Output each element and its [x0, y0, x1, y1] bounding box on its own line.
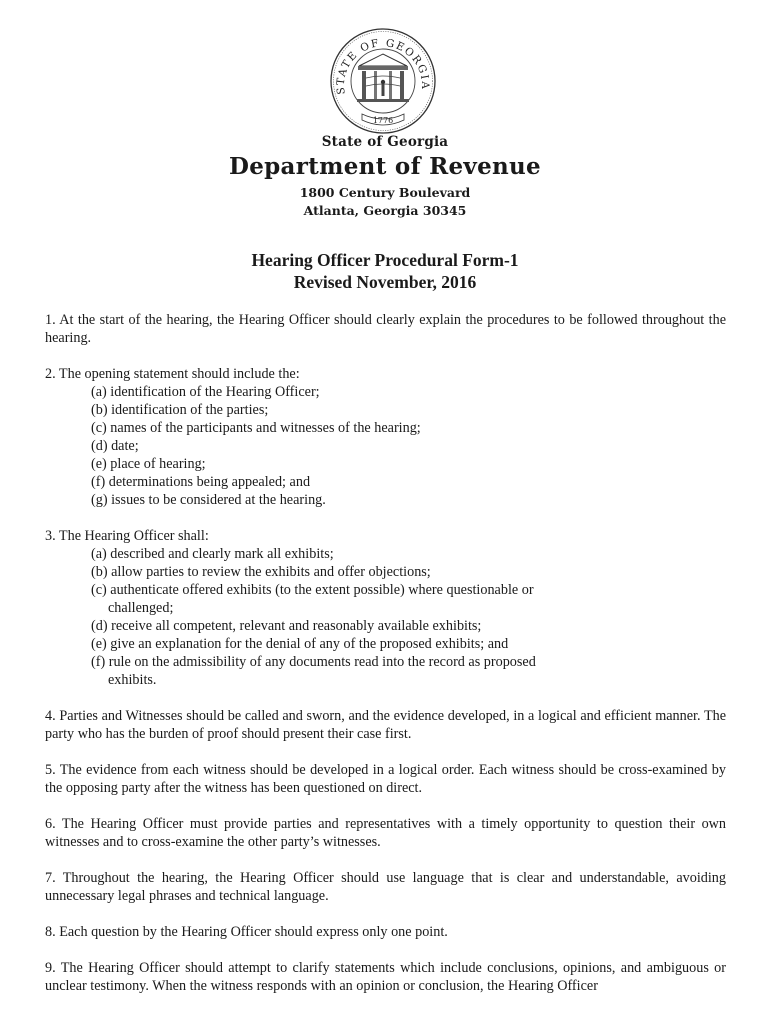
paragraph-8: 8. Each question by the Hearing Officer should express only one point. [45, 924, 448, 940]
paragraph-3-intro: 3. The Hearing Officer shall: [45, 528, 209, 544]
form-title: Hearing Officer Procedural Form-1 [251, 250, 519, 270]
list-item: (a) identification of the Hearing Officer; [91, 384, 320, 400]
department-name: Department of Revenue [229, 153, 541, 180]
form-revised-date: Revised November, 2016 [293, 272, 477, 292]
address-line-2: Atlanta, Georgia 30345 [303, 203, 467, 218]
list-item: (a) described and clearly mark all exhibits; [91, 546, 334, 562]
paragraph-5: 5. The evidence from each witness should be developed in a logical order. Each witness should be cross-examined by the opposing party after the witness has been questioned on direct. [45, 762, 726, 796]
list-item: (e) give an explanation for the denial of any of the proposed exhibits; and [91, 636, 509, 652]
list-item: (c) authenticate offered exhibits (to the extent possible) where questionable or challenged; [91, 582, 534, 616]
list-item: (b) allow parties to review the exhibits and offer objections; [91, 564, 431, 580]
state-seal [328, 26, 438, 136]
list-item: (c) names of the participants and witnesses of the hearing; [91, 420, 421, 436]
address-line-1: 1800 Century Boulevard [299, 185, 471, 200]
document-body [45, 311, 726, 1013]
seal-text: STATE OF GEORGIA [334, 37, 432, 96]
paragraph-2-intro: 2. The opening statement should include the: [45, 366, 300, 382]
paragraph-9: 9. The Hearing Officer should attempt to clarify statements which include conclusions, opinions, and ambiguous or unclear testimony. When the witness responds with an opinion or conclusion, the Hearing Officer [45, 960, 726, 994]
list-item: (g) issues to be considered at the hearing. [91, 492, 326, 508]
list-item: (e) place of hearing; [91, 456, 206, 472]
list-item: (d) date; [91, 438, 139, 454]
hearing-officer-duties-list [45, 545, 726, 689]
opening-statement-list [45, 383, 726, 509]
paragraph-6: 6. The Hearing Officer must provide parties and representatives with a timely opportunity to question their own witnesses and to cross-examine the other party’s witnesses. [45, 816, 726, 850]
paragraph-7: 7. Throughout the hearing, the Hearing Officer should use language that is clear and understandable, avoiding unnecessary legal phrases and technical language. [45, 870, 726, 904]
paragraph-1: 1. At the start of the hearing, the Hearing Officer should clearly explain the procedures to be followed throughout the hearing. [45, 312, 726, 346]
state-name: State of Georgia [321, 134, 449, 150]
paragraph-4: 4. Parties and Witnesses should be called and sworn, and the evidence developed, in a logical and efficient manner. The party who has the burden of proof should present their case first. [45, 708, 726, 742]
list-item: (d) receive all competent, relevant and reasonably available exhibits; [91, 618, 482, 634]
seal-year: 1776 [372, 116, 394, 125]
list-item: (b) identification of the parties; [91, 402, 269, 418]
list-item: (f) rule on the admissibility of any documents read into the record as proposed exhibits. [91, 654, 536, 688]
list-item: (f) determinations being appealed; and [91, 474, 311, 490]
